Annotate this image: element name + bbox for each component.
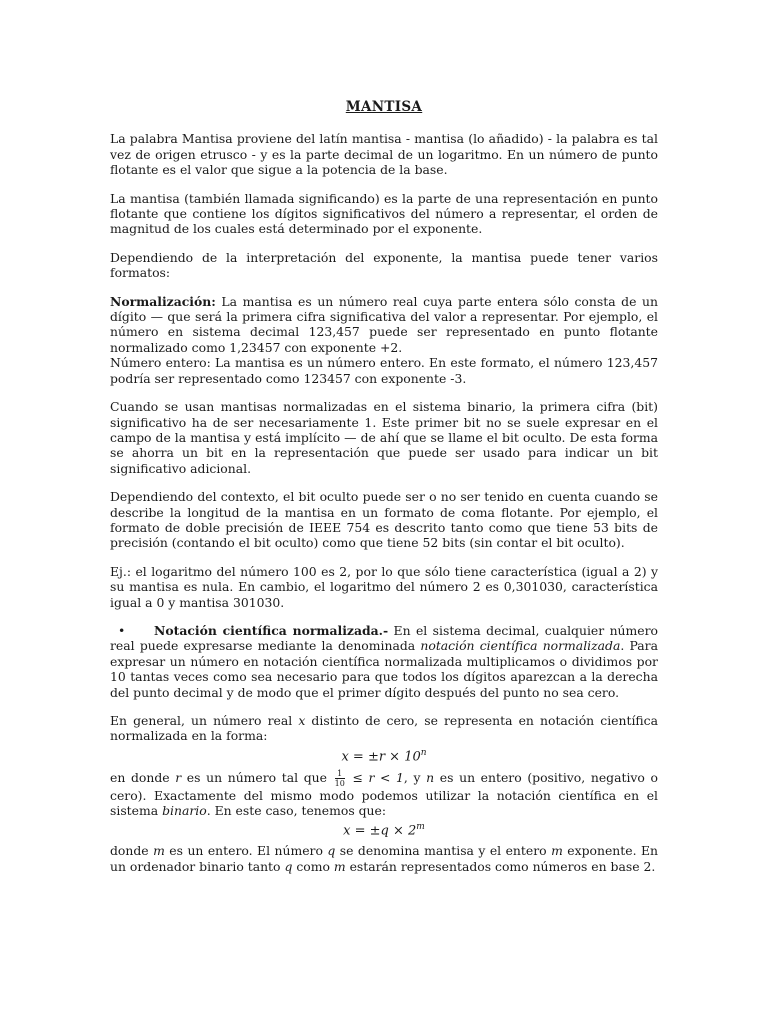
- conclusion-text-b: es un entero. El número: [164, 843, 328, 859]
- normalization-heading: Normalización:: [110, 293, 216, 309]
- formula-binary-exponent: m: [416, 822, 425, 833]
- var-r: r: [175, 769, 182, 785]
- var-m: m: [153, 843, 165, 859]
- normalization-text: La mantisa es un número real cuya parte entera sólo consta de un dígito — que será la primera cifra significativa del valor a representar. Por ejemplo, el número en sistema decimal 123,457 puede ser representado en punto flotante normalizado como 1,23457 con exponente +2.: [110, 293, 658, 355]
- paragraph-normalization: [110, 294, 658, 356]
- bullet-icon: •: [118, 622, 126, 638]
- fraction-numerator: 1: [335, 769, 345, 779]
- var-q-2: q: [284, 858, 293, 874]
- general-text-b: distinto de cero, se representa en notación científica normalizada en la forma:: [110, 713, 658, 744]
- conclusion-text-d: exponente. En un ordenador binario tanto: [110, 843, 658, 874]
- where-text-c: , y: [403, 769, 427, 785]
- paragraph-where: [110, 769, 658, 819]
- fraction-one-tenth: [335, 769, 345, 788]
- fraction-denominator: 10: [334, 778, 345, 788]
- paragraph-integer: Número entero: La mantisa es un número entero. En este formato, el número 123,457 podría ser representado como 123457 con exponente -3.: [110, 355, 658, 386]
- var-n: n: [426, 769, 435, 785]
- formula-binary-base: x = ±q × 2: [343, 823, 417, 839]
- formula-decimal-exponent: n: [420, 747, 427, 758]
- paragraph-example: Ej.: el logaritmo del número 100 es 2, por lo que sólo tiene característica (igual a 2) y su mantisa es nula. En cambio, el logaritmo del número 2 es 0,301030, característica igual a 0 y mantisa 301030.: [110, 563, 658, 610]
- conclusion-text-c: se denomina mantisa y el entero: [335, 843, 552, 859]
- paragraph-etymology: La palabra Mantisa proviene del latín mantisa - mantisa (lo añadido) - la palabra es tal vez de origen etrusco - y es la parte decimal de un logaritmo. En un número de punto flotante es el valor que sigue a la potencia de la base.: [110, 131, 658, 178]
- paragraph-hidden-bit: Cuando se usan mantisas normalizadas en el sistema binario, la primera cifra (bit) significativo ha de ser necesariamente 1. Este primer bit no se suele expresar en el campo de la mantisa y está implícito — de ahí que se llame el bit oculto. De esta forma se ahorra un bit en la representación que puede ser usado para indicar un bit significativo adicional.: [110, 399, 658, 476]
- scientific-notation-heading: Notación científica normalizada.-: [154, 622, 389, 638]
- where-text-e: . En este caso, tenemos que:: [206, 802, 387, 818]
- formula-decimal-base: x = ±r × 10: [341, 749, 421, 765]
- scientific-text-a: En el sistema decimal, cualquier número real puede expresarse mediante la denominada: [110, 622, 658, 654]
- general-text-a: En general, un número real: [110, 713, 299, 728]
- where-text-a: en donde: [110, 769, 176, 785]
- page-title: MANTISA: [345, 99, 423, 115]
- var-m-3: m: [333, 858, 346, 874]
- scientific-text-italic: notación científica normalizada: [420, 638, 621, 654]
- paragraph-conclusion: [110, 843, 658, 874]
- var-q: q: [327, 843, 336, 859]
- paragraph-formats-intro: Dependiendo de la interpretación del exponente, la mantisa puede tener varios formatos:: [110, 249, 658, 281]
- formula-binary: [110, 820, 658, 839]
- where-text-b: es un número tal que: [181, 769, 333, 785]
- var-m-2: m: [551, 843, 563, 859]
- var-x: x: [298, 713, 306, 728]
- paragraph-scientific-notation: [110, 623, 658, 700]
- formula-decimal: [110, 746, 658, 765]
- paragraph-definition: La mantisa (también llamada significando) es la parte de una representación en punto flotante que contiene los dígitos significativos del número a representar, el orden de magnitud de los cuales está determinado por el exponente.: [110, 190, 658, 237]
- scientific-text-b: . Para expresar un número en notación científica normalizada multiplicamos o dividimos por 10 tantas veces como sea necesario para que todos los dígitos aparezcan a la derecha del punto decimal y de modo que el primer dígito después del punto no sea cero.: [110, 638, 658, 700]
- conclusion-text-f: estarán representados como números en base 2.: [345, 858, 656, 874]
- where-text-d: es un entero (positivo, negativo o cero). Exactamente del mismo modo podemos utilizar la notación científica en el sistema: [110, 769, 658, 818]
- conclusion-text-e: como: [292, 858, 334, 874]
- inequality: ≤ r < 1: [346, 769, 404, 785]
- paragraph-general: [110, 713, 658, 744]
- conclusion-text-a: donde: [110, 843, 154, 859]
- paragraph-context: Dependiendo del contexto, el bit oculto puede ser o no ser tenido en cuenta cuando se describe la longitud de la mantisa en un formato de coma flotante. Por ejemplo, el formato de doble precisión de IEEE 754 es descrito tanto como que tiene 53 bits de precisión (contando el bit oculto) como que tiene 52 bits (sin contar el bit oculto).: [110, 489, 658, 551]
- binary-italic: binario: [162, 802, 207, 818]
